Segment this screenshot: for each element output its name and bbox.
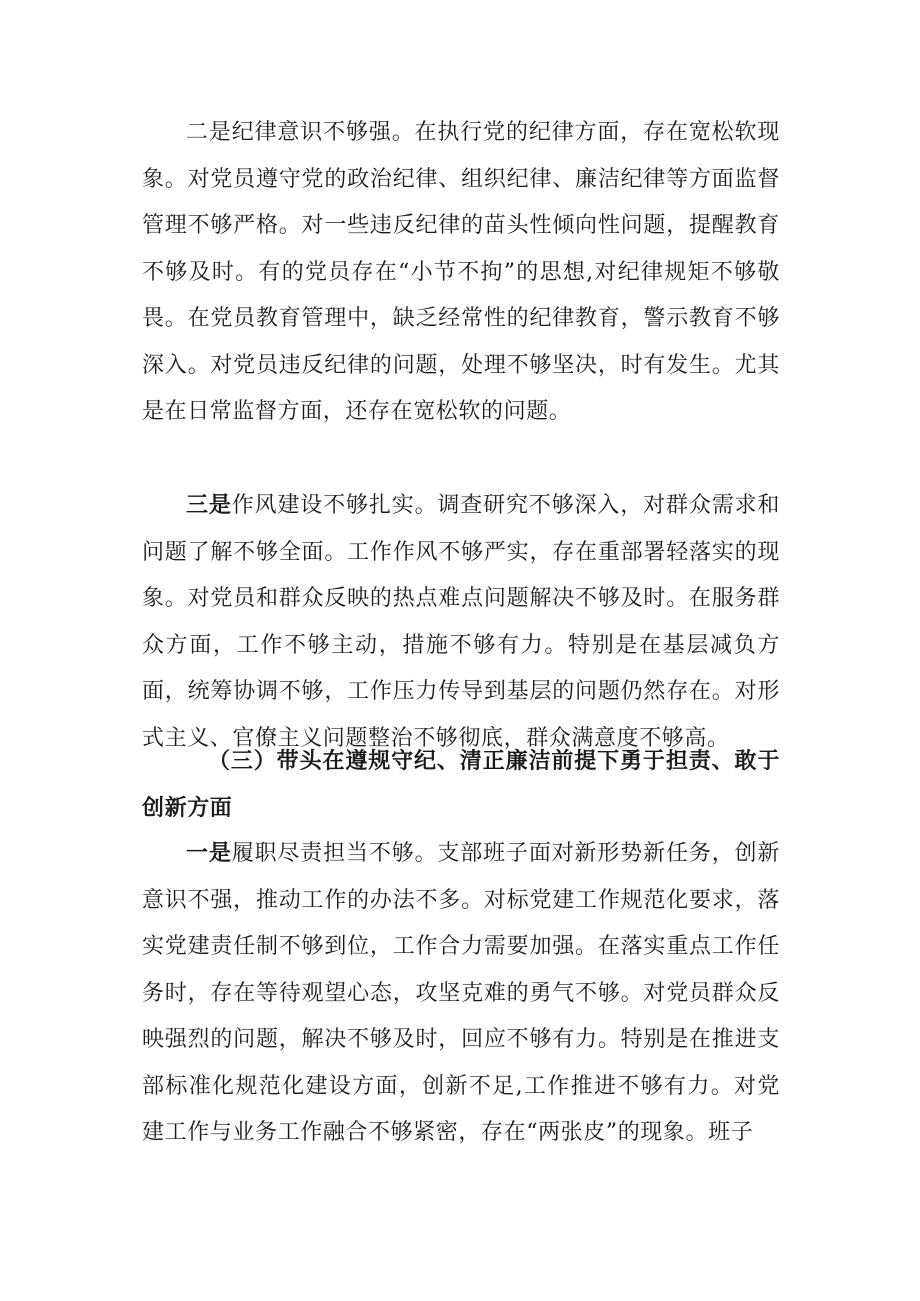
- paragraph-responsibility: [142, 830, 780, 1157]
- paragraph-work-style: [142, 482, 780, 762]
- paragraph-lead: 一是: [186, 840, 232, 866]
- section-heading-3: [142, 738, 780, 831]
- paragraph-discipline-awareness: [142, 110, 780, 436]
- heading-text: （三）带头在遵规守纪、清正廉洁前提下勇于担责、敢于创新方面: [142, 748, 780, 821]
- paragraph-text: 履职尽责担当不够。支部班子面对新形势新任务，创新意识不强，推动工作的办法不多。对标党建工作规范化要求，落实党建责任制不够到位，工作合力需要加强。在落实重点工作任务时，存在等待观望心态，攻坚克难的勇气不够。对党员群众反映强烈的问题，解决不够及时，回应不够有力。特别是在推进支部标准化规范化建设方面，创新不足,工作推进不够有力。对党建工作与业务工作融合不够紧密，存在“两张皮”的现象。班子: [142, 841, 780, 1145]
- paragraph-text: 二是纪律意识不够强。在执行党的纪律方面，存在宽松软现象。对党员遵守党的政治纪律、组织纪律、廉洁纪律等方面监督管理不够严格。对一些违反纪律的苗头性倾向性问题，提醒教育不够及时。有的党员存在“小节不拘”的思想,对纪律规矩不够敬畏。在党员教育管理中，缺乏经常性的纪律教育，警示教育不够深入。对党员违反纪律的问题，处理不够坚决，时有发生。尤其是在日常监督方面，还存在宽松软的问题。: [142, 120, 780, 424]
- paragraph-lead: 三是: [186, 492, 232, 518]
- paragraph-text: 作风建设不够扎实。调查研究不够深入，对群众需求和问题了解不够全面。工作作风不够严实，存在重部署轻落实的现象。对党员和群众反映的热点难点问题解决不够及时。在服务群众方面，工作不够主动，措施不够有力。特别是在基层减负方面，统筹协调不够，工作压力传导到基层的问题仍然存在。对形式主义、官僚主义问题整治不够彻底，群众满意度不够高。: [142, 493, 780, 751]
